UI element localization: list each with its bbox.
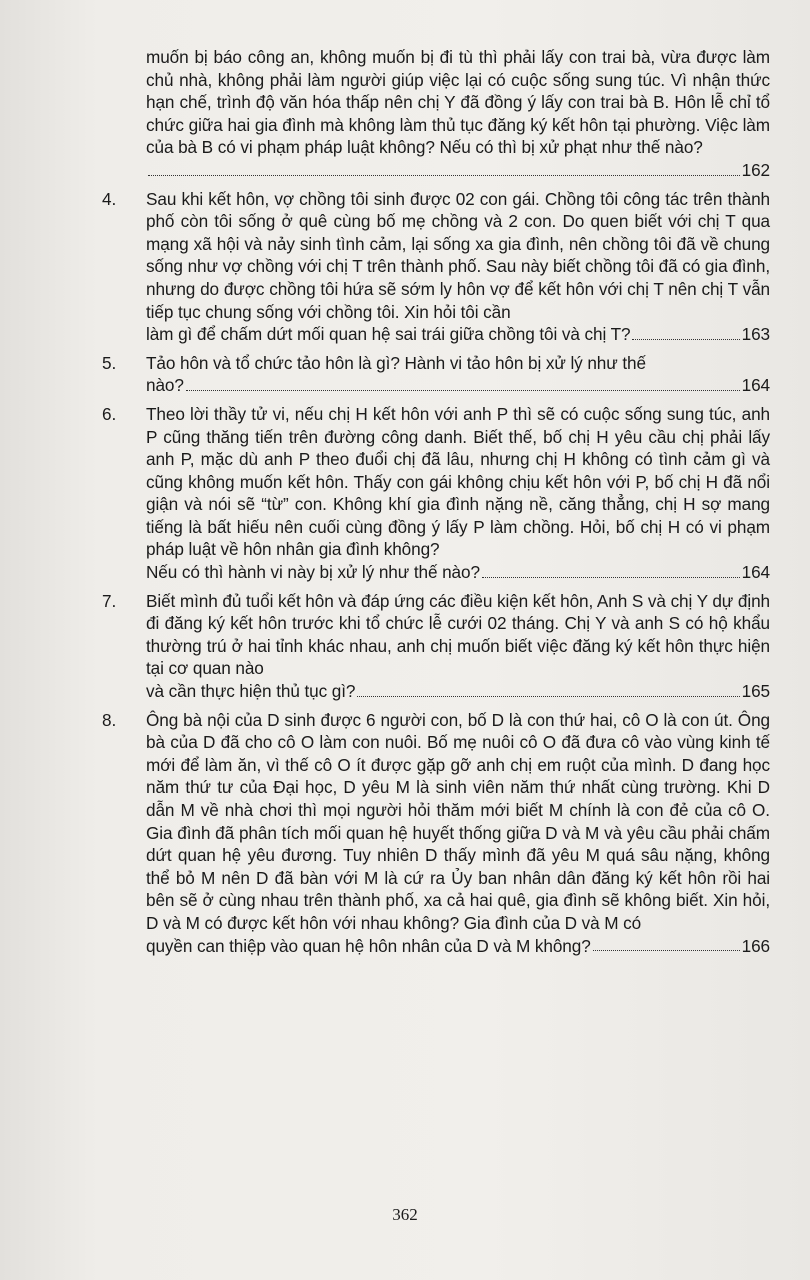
entry-text — [146, 352, 770, 397]
entry-number: 4. — [102, 188, 117, 209]
entry-text — [146, 188, 770, 346]
entry-last-line — [146, 374, 770, 397]
entry-page-number: 165 — [741, 681, 770, 702]
entry-body: Sau khi kết hôn, vợ chồng tôi sinh được 02 con gái. Chồng tôi công tác trên thành phố còn tôi sống ở quê cùng bố mẹ chồng và 2 con. Do quen biết với chị T qua mạng xã hội và nảy sinh tình cảm, lại sống xa gia đình, nên chồng tôi đã về chung sống như vợ chồng với chị T trên thành phố. Sau này biết chồng tôi đã có gia đình, nhưng do được chồng tôi hứa sẽ sớm ly hôn vợ để kết hôn với chị T nên chị T vẫn tiếp tục chung sống với chồng tôi. Xin hỏi tôi cần — [146, 188, 770, 322]
toc-entry — [102, 590, 770, 703]
dot-leader — [186, 386, 740, 391]
dot-leader — [632, 335, 739, 340]
entry-last-line — [146, 323, 770, 346]
entry-page-number: 166 — [741, 935, 770, 956]
entry-body: Theo lời thầy tử vi, nếu chị H kết hôn với anh P thì sẽ có cuộc sống sung túc, anh P cũng thăng tiến trên đường công danh. Biết thế, bố chị H yêu cầu chị phải lấy anh P, mặc dù anh P theo đuổi chị đã lâu, nhưng chị H không có tình cảm gì và cũng không muốn kết hôn. Thấy con gái không chịu kết hôn với P, bố chị H đã nổi giận và nói sẽ “từ” con. Không khí gia đình nặng nề, căng thẳng, chị H sợ mang tiếng là bất hiếu nên cuối cùng đồng ý lấy P làm chồng. Hỏi, bố chị H có vi phạm pháp luật về hôn nhân gia đình không? — [146, 403, 770, 560]
entry-last-line — [146, 561, 770, 584]
toc-entry — [102, 709, 770, 958]
dot-leader — [482, 573, 740, 578]
toc-entry — [102, 188, 770, 346]
entry-number: 6. — [102, 403, 117, 424]
toc-entry — [102, 403, 770, 584]
entry-body: Biết mình đủ tuổi kết hôn và đáp ứng các điều kiện kết hôn, Anh S và chị Y dự định đi đăng ký kết hôn trước khi tổ chức lễ cưới 02 tháng. Chị Y và anh S có hộ khẩu thường trú ở hai tỉnh khác nhau, anh chị muốn biết việc đăng ký kết hôn thực hiện tại cơ quan nào — [146, 590, 770, 679]
entry-body: muốn bị báo công an, không muốn bị đi tù thì phải lấy con trai bà, vừa được làm chủ nhà, không phải làm người giúp việc lại có cuộc sống sung túc. Vì nhận thức hạn chế, trình độ văn hóa thấp nên chị Y đã đồng ý lấy con trai bà B. Hôn lễ chỉ tổ chức giữa hai gia đình mà không làm thủ tục đăng ký kết hôn tại phường. Việc làm của bà B có vi phạm pháp luật không? Nếu có thì bị xử phạt như thế nào? — [146, 47, 770, 158]
entry-number: 5. — [102, 352, 117, 373]
toc-entry — [102, 46, 770, 182]
entry-text — [146, 403, 770, 584]
dot-leader — [593, 946, 740, 951]
entry-last-line-text: Nếu có thì hành vi này bị xử lý như thế nào? — [146, 562, 480, 583]
entry-page-number: 164 — [741, 562, 770, 583]
entry-text — [146, 709, 770, 958]
entry-last-line-text: làm gì để chấm dứt mối quan hệ sai trái giữa chồng tôi và chị T? — [146, 324, 631, 345]
dot-leader — [357, 692, 739, 697]
entry-text — [146, 46, 770, 182]
entry-last-line — [146, 159, 770, 182]
entry-last-line-text: quyền can thiệp vào quan hệ hôn nhân của D và M không? — [146, 935, 591, 956]
toc-entry — [102, 352, 770, 397]
entry-page-number: 164 — [741, 375, 770, 396]
entry-last-line-text: và cần thực hiện thủ tục gì? — [146, 681, 356, 702]
entry-page-number: 162 — [741, 159, 770, 180]
dot-leader — [148, 171, 740, 176]
entry-text — [146, 590, 770, 703]
entry-last-line — [146, 935, 770, 958]
entry-page-number: 163 — [741, 324, 770, 345]
entry-last-line — [146, 680, 770, 703]
page-number: 362 — [392, 1205, 418, 1224]
entry-number: 7. — [102, 590, 117, 611]
entry-body: Ông bà nội của D sinh được 6 người con, bố D là con thứ hai, cô O là con út. Ông bà của D đã cho cô O làm con nuôi. Bố mẹ nuôi cô O đã đưa cô vào vùng kinh tế mới để làm ăn, vì thế cô O ít được gặp gỡ anh chị em ruột của mình. D đang học năm thứ tư của Đại học, D yêu M là sinh viên năm thứ nhất cùng trường. Khi D dẫn M về nhà chơi thì mọi người hỏi thăm mới biết M chính là con đẻ của cô O. Gia đình đã phân tích mối quan hệ huyết thống giữa D và M và yêu cầu phải chấm dứt quan hệ yêu đương. Tuy nhiên D thấy mình đã yêu M quá sâu nặng, không thể bỏ M nên D đã bàn với M là cứ ra Ủy ban nhân dân đăng ký kết hôn rồi hai bên sẽ ở cùng nhau trên thành phố, xa cả hai quê, gia đình sẽ không biết. Xin hỏi, D và M có được kết hôn với nhau không? Gia đình của D và M có — [146, 709, 770, 933]
table-of-contents — [102, 46, 770, 963]
entry-last-line-text: nào? — [146, 375, 184, 396]
entry-number: 8. — [102, 709, 117, 730]
entry-body: Tảo hôn và tổ chức tảo hôn là gì? Hành vi tảo hôn bị xử lý như thế — [146, 352, 646, 373]
